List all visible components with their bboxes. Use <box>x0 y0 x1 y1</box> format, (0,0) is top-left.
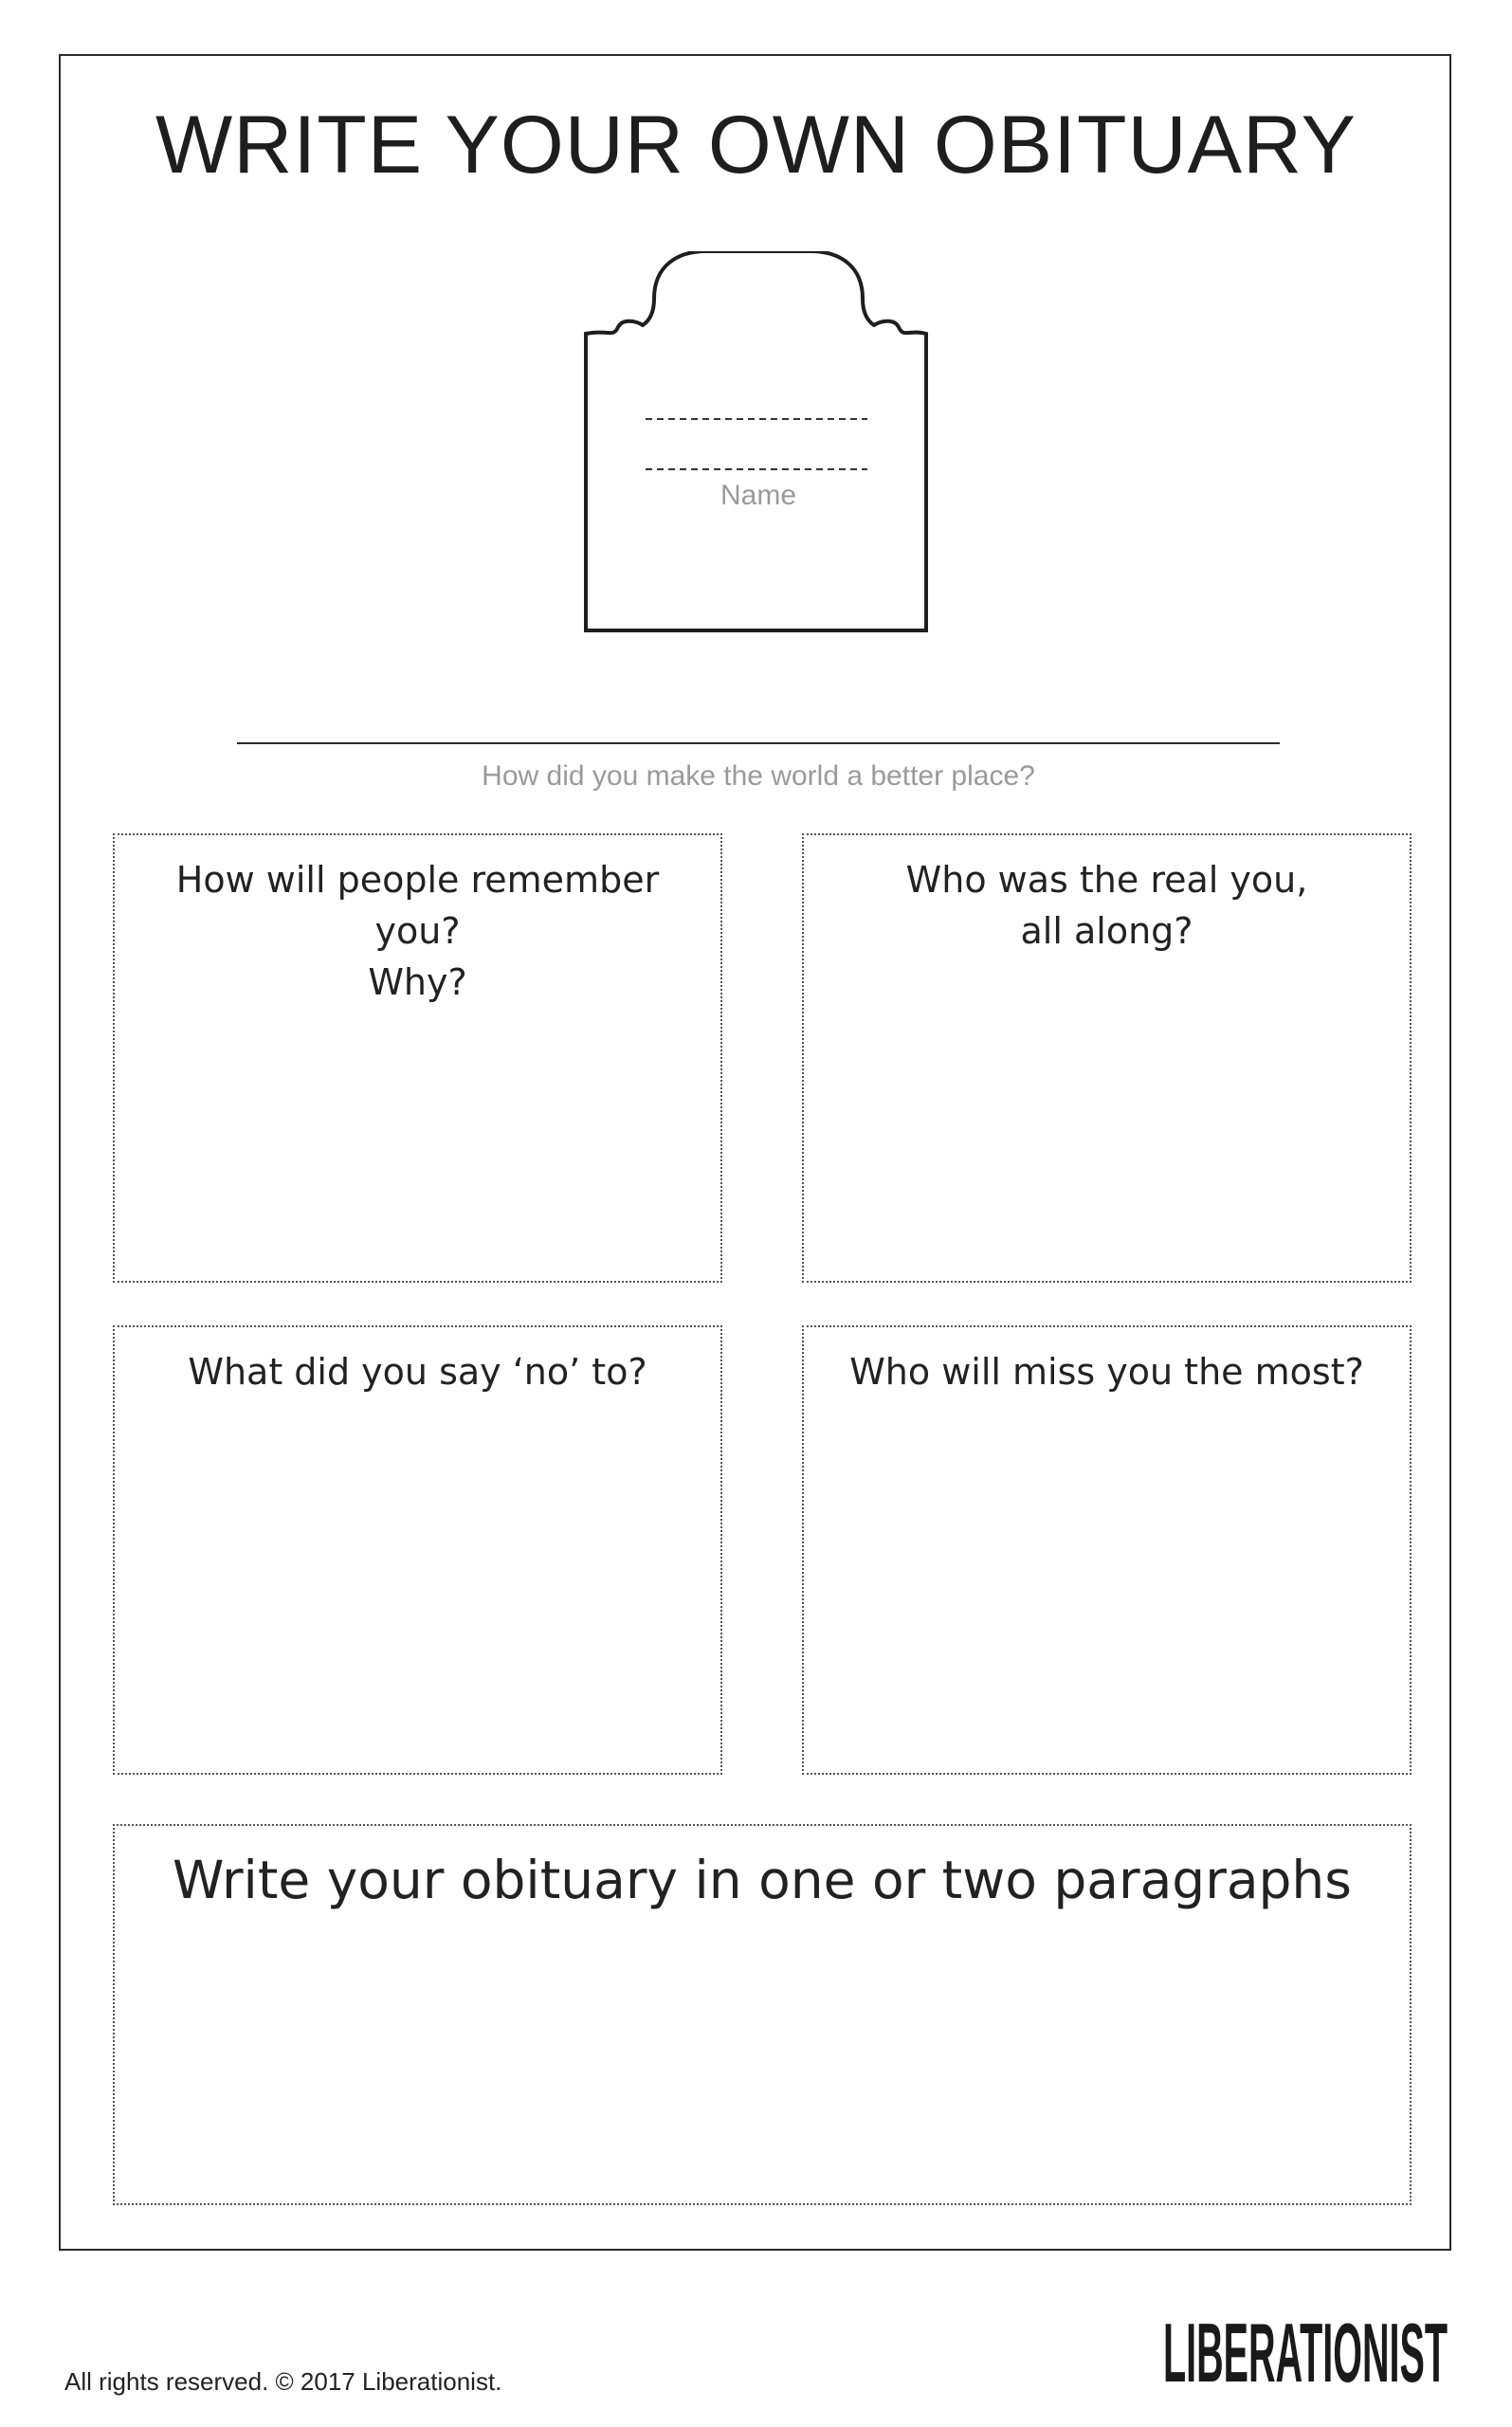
said-no-answer-box[interactable] <box>113 1325 722 1775</box>
prompt-label: How will people remember you? Why? <box>175 859 660 1003</box>
copyright-text: All rights reserved. © 2017 Liberationist. <box>64 2367 502 2396</box>
headline-hint: How did you make the world a better place? <box>482 760 1035 792</box>
prompt-label: Who will miss you the most? <box>849 1351 1364 1393</box>
prompt-label: Write your obituary in one or two paragraphs <box>173 1850 1352 1910</box>
logo-wordmark: LIBERATIONIST <box>1163 2306 1448 2394</box>
real-you-answer-box[interactable] <box>802 833 1412 1283</box>
obituary-answer-box[interactable] <box>113 1824 1412 2205</box>
liberationist-logo <box>1161 2304 1450 2394</box>
page-title: WRITE YOUR OWN OBITUARY <box>155 100 1357 191</box>
tombstone-icon <box>578 251 938 640</box>
remembered-answer-box[interactable] <box>113 833 722 1283</box>
headline-answer-line[interactable] <box>237 742 1280 744</box>
prompt-label: What did you say ‘no’ to? <box>188 1351 647 1393</box>
name-label: Name <box>720 480 797 511</box>
prompt-label: Who was the real you, all along? <box>905 859 1308 952</box>
miss-you-answer-box[interactable] <box>802 1325 1412 1775</box>
